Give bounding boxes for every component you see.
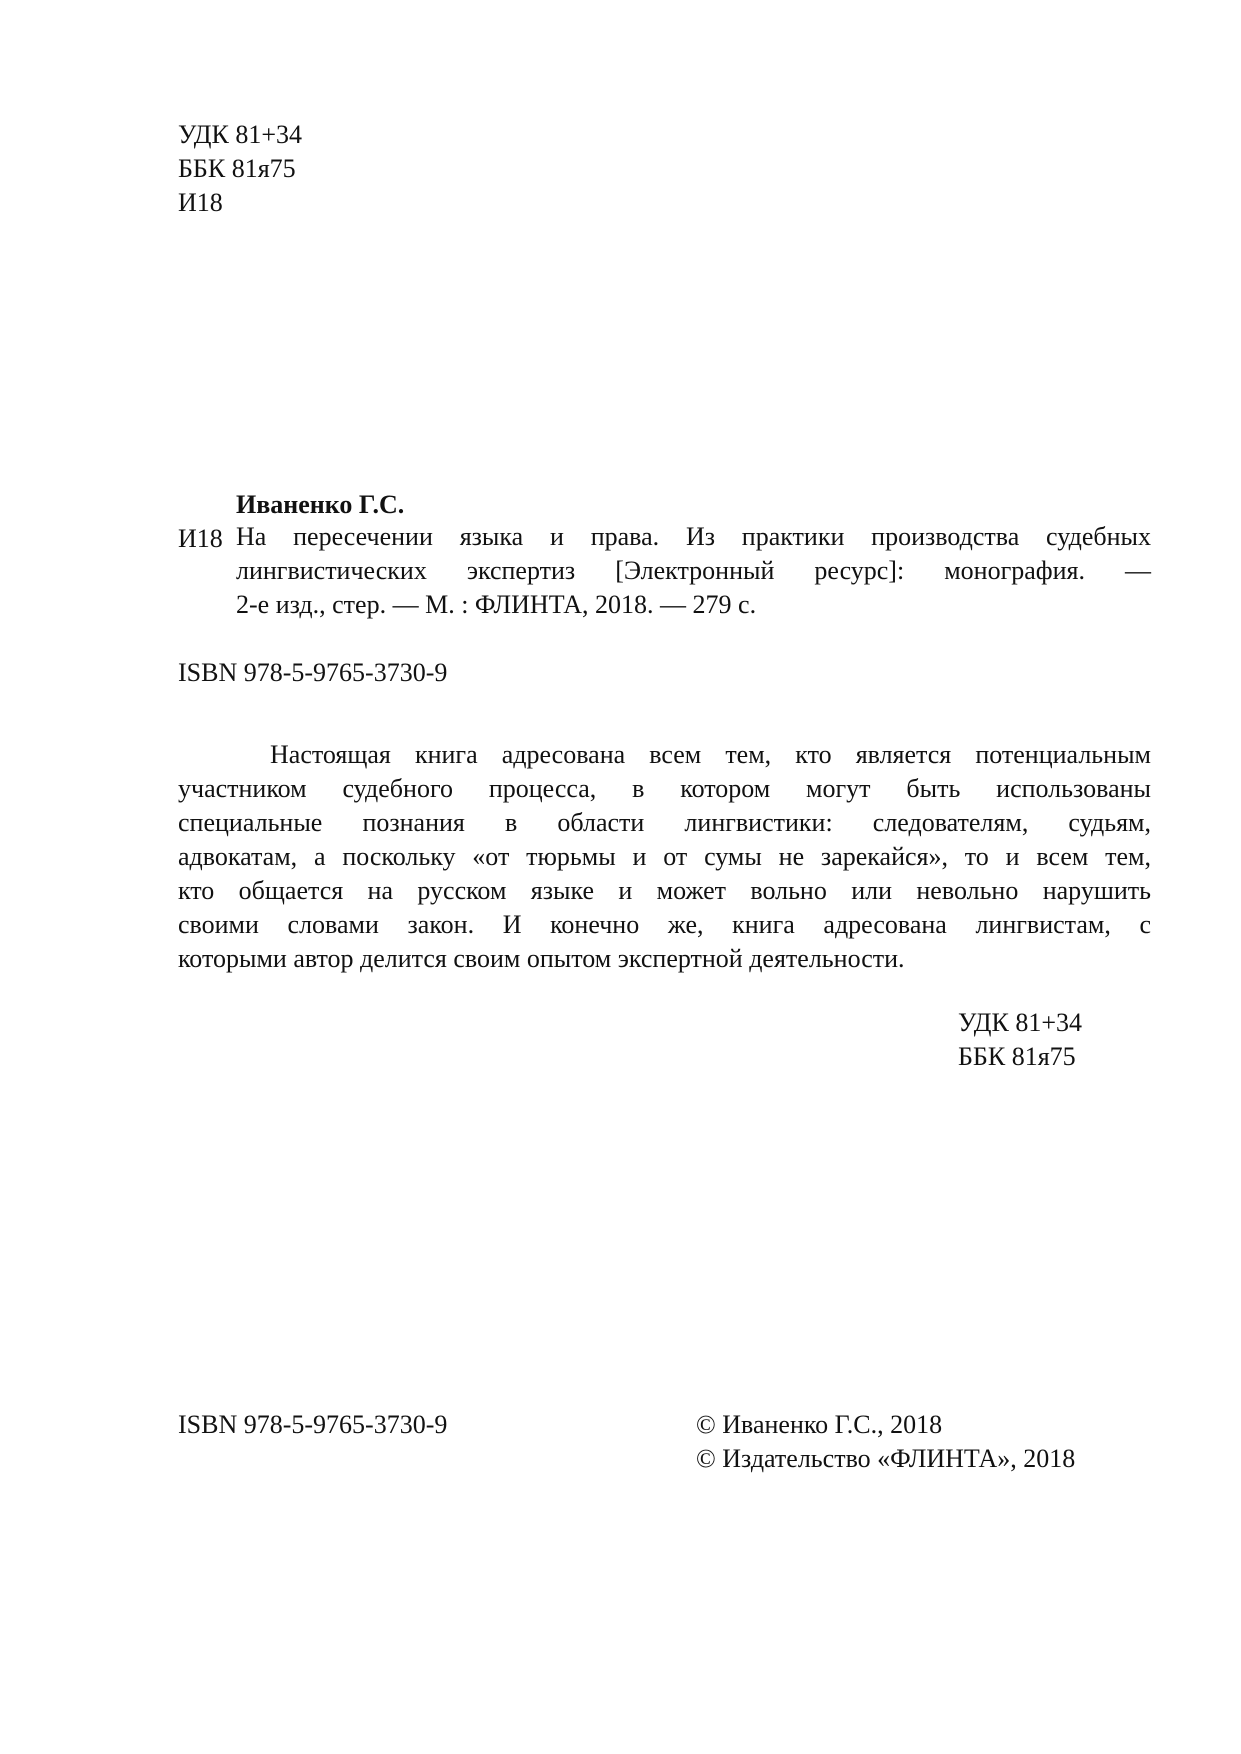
author-mark: И18 xyxy=(178,188,223,217)
classification-codes-bottom xyxy=(958,1006,1082,1074)
bbk-code: ББК 81я75 xyxy=(958,1042,1076,1071)
entry-author-mark: И18 xyxy=(178,524,223,553)
bibliographic-description xyxy=(236,520,1151,622)
description-line: лингвистических экспертиз [Электронный ресурс]: монография. — xyxy=(236,556,1151,585)
annotation xyxy=(178,738,1151,976)
isbn-bottom: ISBN 978-5-9765-3730-9 xyxy=(178,1410,448,1439)
udk-code: УДК 81+34 xyxy=(178,120,303,149)
annotation-line: которыми автор делится своим опытом экспертной деятельности. xyxy=(178,944,905,973)
annotation-line: своими словами закон. И конечно же, книга адресована лингвистам, с xyxy=(178,910,1151,939)
annotation-line: адвокатам, а поскольку «от тюрьмы и от сумы не зарекайся», то и всем тем, xyxy=(178,842,1151,871)
annotation-line: Настоящая книга адресована всем тем, кто является потенциальным xyxy=(270,740,1151,769)
description-line: 2-е изд., стер. — М. : ФЛИНТА, 2018. — 279 с. xyxy=(236,590,757,619)
classification-codes-top xyxy=(178,118,302,220)
copyright-author: © Иваненко Г.С., 2018 xyxy=(696,1410,943,1439)
annotation-line: кто общается на русском языке и может вольно или невольно нарушить xyxy=(178,876,1151,905)
annotation-line: специальные познания в области лингвистики: следователям, судьям, xyxy=(178,808,1151,837)
copyright-block xyxy=(696,1408,1075,1476)
bbk-code: ББК 81я75 xyxy=(178,154,296,183)
isbn: ISBN 978-5-9765-3730-9 xyxy=(178,658,448,687)
annotation-line: участником судебного процесса, в котором могут быть использованы xyxy=(178,774,1151,803)
author-name: Иваненко Г.С. xyxy=(236,490,405,519)
udk-code: УДК 81+34 xyxy=(958,1008,1083,1037)
description-line: На пересечении языка и права. Из практики производства судебных xyxy=(236,522,1151,551)
copyright-publisher: © Издательство «ФЛИНТА», 2018 xyxy=(696,1444,1076,1473)
